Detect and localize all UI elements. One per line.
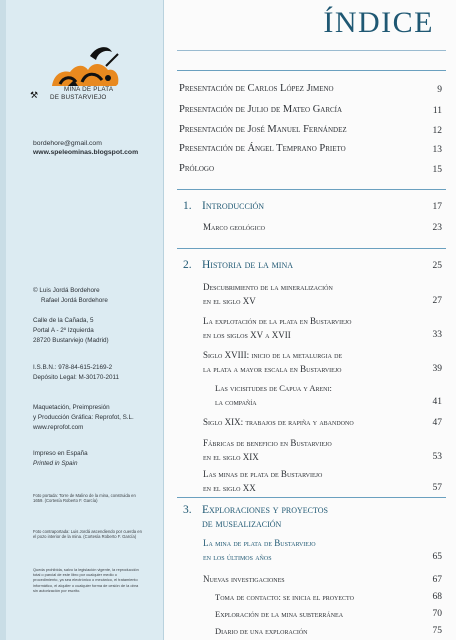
toc-entry: [203, 348, 342, 376]
page-number: 23: [432, 223, 442, 233]
toc-entry-line: en el siglo XV: [203, 296, 256, 306]
toc-entry: [203, 536, 316, 564]
page-number: 39: [432, 364, 442, 374]
chapter-number: 1.: [183, 200, 192, 212]
page-number: 25: [432, 261, 442, 271]
printed-es: Impreso en España: [33, 450, 88, 457]
address-line-3: 28720 Bustarviejo (Madrid): [33, 336, 109, 344]
page-number: 53: [432, 452, 442, 462]
toc-entry: [203, 314, 351, 342]
toc-entry: [203, 467, 322, 495]
toc-entry: Presentación de Carlos López Jimeno: [179, 83, 334, 94]
contact-block: [33, 139, 138, 157]
address-line-1: Calle de la Cañada, 5: [33, 317, 94, 324]
printed-block: [33, 449, 88, 469]
logo-line-2: DE BUSTARVIEJO: [50, 93, 107, 101]
toc-entry: Siglo XIX: trabajos de rapiña y abandono: [203, 417, 354, 427]
toc-entry-line: en los siglos XV a XVII: [203, 330, 291, 340]
page-number: 67: [432, 575, 442, 585]
authors-block: [33, 286, 108, 305]
page-number: 27: [432, 296, 442, 306]
printed-en: Printed in Spain: [33, 459, 78, 467]
chapter-number: 2.: [183, 259, 192, 271]
toc-entry: Presentación de Ángel Temprano Prieto: [179, 143, 346, 154]
toc-entry-line: la plata a mayor escala en Bustarviejo: [203, 364, 342, 374]
chapter-heading: [183, 503, 328, 531]
production-line-3: www.reprofot.com: [33, 423, 84, 431]
chapter-title: Introducción: [202, 200, 265, 212]
toc-entry: Prólogo: [179, 163, 215, 174]
logo-wordmark: [50, 86, 113, 101]
author-1: © Luis Jordá Bordehore: [33, 287, 100, 294]
chapter-heading: [183, 259, 293, 271]
toc-entry-line: en el siglo XIX: [203, 452, 259, 462]
toc-entry-line: en el siglo XX: [203, 483, 256, 493]
toc-subentry: [215, 381, 332, 409]
mine-logo: [22, 40, 142, 115]
toc-entry: Nuevas investigaciones: [203, 574, 285, 584]
toc-entry: Marco geológico: [203, 222, 265, 232]
divider: [177, 50, 446, 51]
section-divider: [177, 189, 446, 190]
toc-entry-line: Siglo XVIII: inicio de la metalurgia de: [203, 350, 343, 360]
isbn: I.S.B.N.: 978-84-615-2169-2: [33, 364, 113, 371]
address-block: [33, 316, 109, 345]
chapter-title: Exploraciones y proyectos: [202, 504, 328, 516]
toc-entry-line: Fábricas de beneficio en Bustarviejo: [203, 438, 332, 448]
page-number: 15: [432, 165, 442, 175]
chapter-heading: [183, 200, 264, 212]
page-number: 9: [437, 85, 442, 95]
page-number: 11: [432, 106, 442, 116]
cover-photo-caption: Foto portada: Torre de Malino de la mina, construida en 1659. (Cortesía Roberto F. García): [33, 493, 136, 504]
page-number: 68: [432, 592, 442, 602]
index-panel: [163, 0, 456, 640]
chapter-number: 3.: [183, 504, 192, 516]
section-divider: [177, 70, 446, 71]
page-number: 13: [432, 145, 442, 155]
page-number: 75: [432, 626, 442, 636]
page-number: 70: [432, 609, 442, 619]
toc-entry-line: Descubrimiento de la mineralización: [203, 282, 333, 292]
miner-logo-icon: [22, 40, 142, 92]
legal-deposit: Depósito Legal: M-30170-2011: [33, 373, 119, 381]
email: bordehore@gmail.com: [33, 140, 102, 147]
page-number: 41: [432, 397, 442, 407]
toc-subentry: Toma de contacto: se inicia el proyecto: [215, 592, 354, 602]
website: www.speleominas.blogspot.com: [33, 149, 139, 156]
toc-entry: Presentación de José Manuel Fernández: [179, 124, 347, 135]
crossed-hammers-icon: ⚒: [30, 90, 39, 100]
toc-subentry: Diario de una exploración: [215, 626, 308, 636]
page-title: ÍNDICE: [323, 6, 434, 39]
page-number: 17: [432, 202, 442, 212]
section-divider: [177, 497, 446, 498]
chapter-title: Historia de la mina: [202, 259, 294, 271]
production-block: [33, 403, 134, 432]
toc-entry-line: la compañía: [215, 397, 257, 407]
author-2: Rafael Jordá Bordehore: [41, 296, 108, 304]
logo-line-1: MINA DE PLATA: [64, 86, 114, 93]
production-line-2: y Producción Gráfica: Reprofot, S.L.: [33, 413, 134, 421]
toc-entry: Presentación de Julio de Mateo García: [179, 104, 343, 115]
toc-entry: [203, 280, 333, 308]
page-number: 47: [432, 418, 442, 428]
toc-entry-line: Las minas de plata de Bustarviejo: [203, 469, 323, 479]
isbn-block: [33, 363, 119, 383]
toc-entry: [203, 436, 332, 464]
toc-entry-line: La explotación de la plata en Bustarviejo: [203, 316, 352, 326]
colophon-panel: [0, 0, 164, 640]
address-line-2: Portal A - 2º Izquierda: [33, 326, 94, 334]
toc-subentry: Exploración de la mina subterránea: [215, 609, 344, 619]
page-number: 65: [432, 552, 442, 562]
page-number: 57: [432, 483, 442, 493]
toc-entry-line: Las vicisitudes de Capua y Areni:: [215, 383, 332, 393]
page-number: 12: [432, 126, 442, 136]
page-number: 33: [432, 330, 442, 340]
back-photo-caption: Foto contraportada: Luis Jordá ascendiendo por cuerda en el pozo interior de la mina. (Cortesía Roberto F. García): [33, 529, 142, 540]
production-line-1: Maquetación, Preimpresión: [33, 404, 110, 411]
toc-entry-line: en los últimos años: [203, 552, 272, 562]
chapter-title-line-2: de musealización: [202, 518, 282, 530]
toc-entry-line: La mina de plata de Bustarviejo: [203, 538, 316, 548]
section-divider: [177, 248, 446, 249]
copyright-notice: Queda prohibida, salvo la legislación vigente, la reproducción total o parcial de este libro por cualquier medio o procedimiento, ya sea electrónico o mecánico, el tratamiento informático, el alquiler o cualquier forma de cesión de la obra sin autorización por escrito.: [33, 567, 139, 593]
